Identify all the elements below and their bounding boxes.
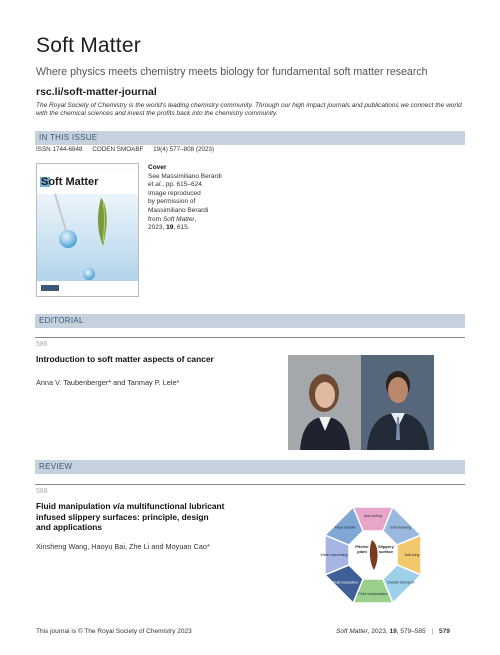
review-page-number: 588 [36, 488, 48, 495]
footer-pages: , 579–585 [396, 628, 426, 635]
in-this-issue-label: IN THIS ISSUE [39, 133, 98, 142]
review-rule [35, 484, 465, 485]
cover-line-3: Image reproduced [148, 189, 201, 197]
diagram-segment-label: Heat transfer [335, 525, 356, 530]
footer-volume: 19 [389, 628, 397, 635]
cover-line-6-end: , [194, 215, 197, 223]
cover-pages: , pp. 615–624. [162, 181, 204, 189]
issn: ISSN 1744-6848 [36, 146, 83, 153]
review-title-l3: and applications [36, 522, 103, 532]
editorial-bar [35, 314, 465, 328]
review-title-l2: infused slippery surfaces: principle, design [36, 511, 209, 522]
author-photo-lele [361, 355, 434, 450]
cover-volume: 19 [166, 224, 174, 232]
author-portrait-woman [288, 355, 361, 450]
cover-etal: et al. [148, 181, 163, 189]
cover-year: 2023, [148, 224, 167, 232]
diagram-segment-label: Fluid manipulation [358, 591, 388, 596]
footer-page-number: 579 [438, 628, 450, 635]
footer-year: , 2023, [367, 628, 390, 635]
center-label-right: Slippery surface [378, 544, 394, 554]
author-portrait-man [361, 355, 434, 450]
cover-journal-italic: Soft Matter [162, 215, 195, 223]
cover-line-6: from [148, 215, 163, 223]
cover-image[interactable] [36, 163, 139, 297]
journal-title: Soft Matter [36, 34, 141, 57]
review-title-via: via [112, 501, 125, 511]
footer-copyright: This journal is © The Royal Society of Chemistry 2023 [36, 628, 192, 635]
review-authors: Xinsheng Wang, Haoyu Bai, Zhe Li and Moyuan Cao* [36, 542, 210, 551]
footer-separator: | [431, 628, 434, 635]
rsc-about-text: The Royal Society of Chemistry is the world's leading chemistry community. Through our high impact journals and publications we connect the world with the chemical sciences and invest the profits back into the chemistry community. [36, 102, 462, 118]
review-title[interactable] [36, 501, 266, 533]
octagon-diagram [318, 500, 428, 610]
footer-citation [336, 628, 450, 635]
center-label-left: Pitcher plant [355, 544, 369, 554]
in-this-issue-bar [35, 131, 465, 145]
cover-line-5: Massimiliano Berardi [148, 206, 209, 214]
cover-journal-name: Soft Matter [41, 176, 99, 188]
volume-info: 19(4) 577–808 (2023) [153, 146, 215, 153]
diagram-segment-label: Fluid separation [332, 580, 359, 585]
footer-journal: Soft Matter [336, 628, 368, 635]
diagram-segment-label: Droplet transport [387, 580, 414, 585]
review-label: REVIEW [39, 462, 73, 471]
issn-line [36, 146, 222, 153]
cover-line-1: See Massimiliano Berardi [148, 172, 222, 180]
diagram-segment-label: Self-cleaning [390, 525, 411, 530]
journal-url[interactable]: rsc.li/soft-matter-journal [36, 86, 157, 98]
editorial-label: EDITORIAL [39, 316, 84, 325]
diagram-segment-label: Water harvesting [320, 552, 348, 557]
coden: CODEN SMOABF [92, 146, 144, 153]
author-photo-taubenberger [288, 355, 361, 450]
editorial-rule [35, 337, 465, 338]
review-title-l1: Fluid manipulation [36, 501, 113, 511]
cover-caption [148, 164, 238, 233]
cover-page: , 615. [173, 224, 190, 232]
journal-tagline: Where physics meets chemistry meets biology for fundamental soft matter research [36, 66, 428, 78]
cover-line-4: by permission of [148, 198, 196, 206]
review-graphical-abstract [318, 500, 428, 610]
editorial-authors: Anna V. Taubenberger* and Tanmay P. Lele* [36, 378, 180, 387]
editorial-page-number: 586 [36, 341, 48, 348]
diagram-segment-label: Anti-fouling [364, 513, 382, 518]
diagram-segment-label: Anti-icing [404, 552, 420, 557]
review-title-l1-end: multifunctional lubricant [124, 501, 225, 511]
cover-heading: Cover [148, 164, 167, 171]
review-bar [35, 460, 465, 474]
editorial-title[interactable]: Introduction to soft matter aspects of cancer [36, 354, 214, 364]
